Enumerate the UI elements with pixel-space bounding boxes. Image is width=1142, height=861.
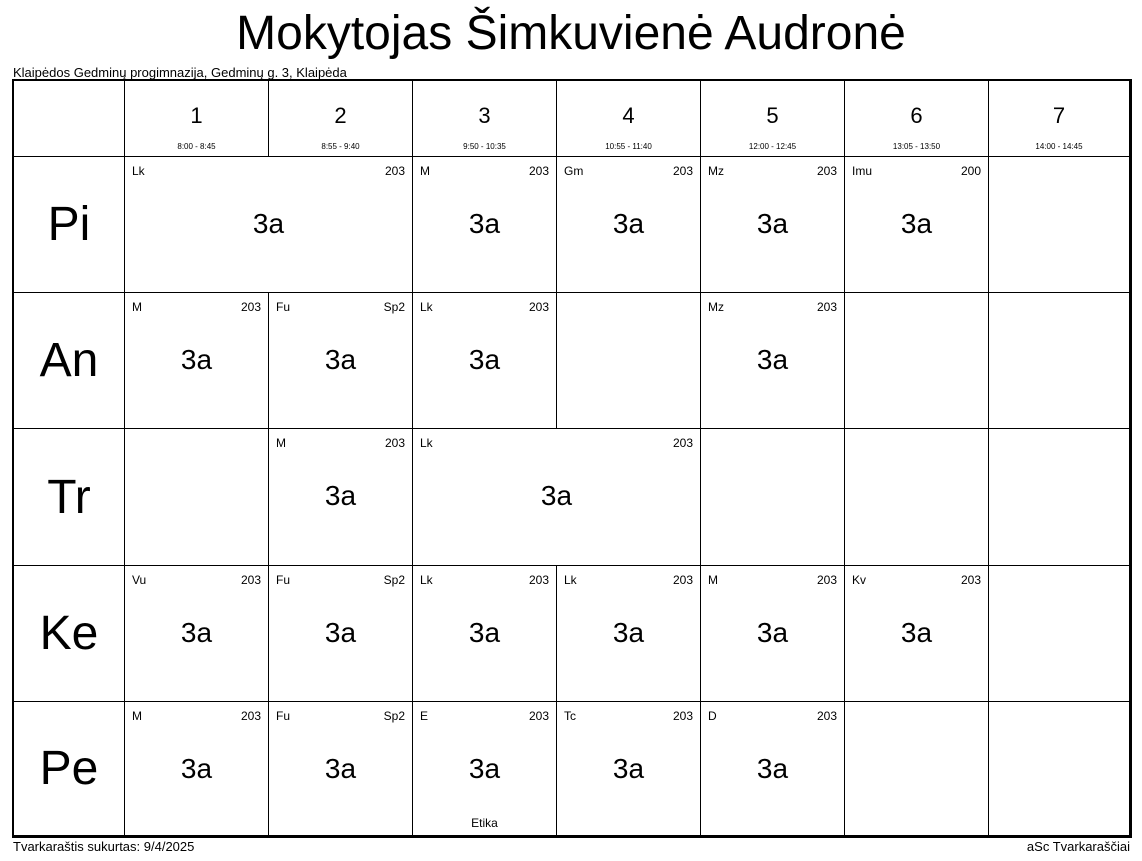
empty-cell	[989, 566, 1130, 702]
lesson-cell	[413, 566, 557, 702]
lesson-room: 203	[672, 573, 693, 587]
lesson-cell	[125, 566, 269, 702]
lesson-cell	[269, 429, 413, 566]
period-time: 8:55 - 9:40	[321, 142, 360, 151]
lesson-subject: Kv	[852, 573, 867, 587]
lesson-room: 203	[528, 164, 549, 178]
lesson-class: 3a	[468, 617, 501, 648]
lesson-cell	[557, 157, 701, 293]
lesson-cell	[269, 566, 413, 702]
lesson-subject: M	[132, 300, 142, 314]
created-date: Tvarkaraštis sukurtas: 9/4/2025	[13, 839, 195, 854]
lesson-subject: E	[420, 709, 429, 723]
lesson-class: 3a	[180, 617, 213, 648]
lesson-room: 203	[816, 300, 837, 314]
lesson-subject: Tc	[564, 709, 576, 723]
brand-label: aSc Tvarkaraščiai	[1026, 839, 1130, 854]
lesson-cell	[413, 429, 701, 566]
lesson-cell	[701, 293, 845, 429]
lesson-cell	[125, 157, 413, 293]
lesson-room: 203	[960, 573, 981, 587]
lesson-cell	[557, 566, 701, 702]
period-number: 3	[478, 103, 491, 128]
lesson-cell	[845, 157, 989, 293]
lesson-room: 203	[240, 709, 261, 723]
lesson-cell	[125, 293, 269, 429]
period-time: 10:55 - 11:40	[605, 142, 652, 151]
lesson-room: 203	[528, 300, 549, 314]
lesson-class: 3a	[540, 480, 573, 511]
lesson-class: 3a	[468, 208, 501, 239]
lesson-class: 3a	[612, 753, 645, 784]
empty-cell	[701, 429, 845, 566]
lesson-subject: Imu	[852, 164, 873, 178]
period-number: 6	[910, 103, 923, 128]
lesson-room: 203	[816, 709, 837, 723]
lesson-room: 203	[240, 573, 261, 587]
day-label: Tr	[14, 429, 125, 566]
timetable-grid	[12, 79, 1132, 838]
lesson-subject: Gm	[564, 164, 584, 178]
lesson-room: 203	[816, 573, 837, 587]
lesson-cell	[701, 157, 845, 293]
period-header	[269, 81, 413, 157]
lesson-subject: M	[708, 573, 718, 587]
empty-cell	[989, 293, 1130, 429]
day-label: Pe	[14, 702, 125, 836]
lesson-room: Sp2	[383, 300, 405, 314]
lesson-class: 3a	[756, 344, 789, 375]
empty-cell	[989, 702, 1130, 836]
lesson-class: 3a	[612, 617, 645, 648]
page-title: Mokytojas Šimkuvienė Audronė	[236, 7, 906, 60]
day-label: An	[14, 293, 125, 429]
lesson-class: 3a	[180, 344, 213, 375]
lesson-cell	[413, 293, 557, 429]
lesson-subject: Vu	[132, 573, 147, 587]
lesson-subject: Lk	[132, 164, 145, 178]
period-time: 14:00 - 14:45	[1035, 142, 1083, 151]
lesson-class: 3a	[756, 617, 789, 648]
empty-cell	[845, 429, 989, 566]
lesson-subject: Fu	[276, 300, 291, 314]
lesson-subject: Fu	[276, 709, 291, 723]
lesson-class: 3a	[756, 208, 789, 239]
lesson-subject: Lk	[420, 573, 433, 587]
school-address: Klaipėdos Gedminų progimnazija, Gedminų g. 3, Klaipėda	[13, 65, 347, 80]
lesson-subject: Lk	[564, 573, 577, 587]
empty-cell	[557, 293, 701, 429]
lesson-cell	[701, 702, 845, 836]
lesson-room: 200	[960, 164, 981, 178]
period-number: 1	[190, 103, 203, 128]
lesson-room: Sp2	[383, 709, 405, 723]
lesson-cell	[845, 566, 989, 702]
empty-cell	[989, 429, 1130, 566]
lesson-class: 3a	[900, 208, 933, 239]
lesson-cell	[269, 702, 413, 836]
period-time: 13:05 - 13:50	[892, 142, 941, 151]
lesson-class: 3a	[324, 480, 357, 511]
lesson-subject: M	[132, 709, 142, 723]
lesson-class: 3a	[252, 208, 285, 239]
empty-cell	[989, 157, 1130, 293]
empty-cell	[845, 702, 989, 836]
lesson-cell	[413, 157, 557, 293]
lesson-class: 3a	[324, 753, 357, 784]
day-label: Ke	[14, 566, 125, 702]
lesson-class: 3a	[612, 208, 645, 239]
period-header	[989, 81, 1130, 157]
lesson-room: 203	[528, 709, 549, 723]
lesson-subject: Mz	[708, 300, 724, 314]
day-label: Pi	[14, 157, 125, 293]
lesson-room: 203	[384, 436, 405, 450]
empty-cell	[125, 429, 269, 566]
period-header	[125, 81, 269, 157]
lesson-class: 3a	[900, 617, 933, 648]
lesson-cell	[125, 702, 269, 836]
lesson-room: 203	[240, 300, 261, 314]
lesson-cell	[269, 293, 413, 429]
lesson-class: 3a	[468, 753, 501, 784]
lesson-room: Sp2	[383, 573, 405, 587]
lesson-room: 203	[672, 709, 693, 723]
lesson-class: 3a	[756, 753, 789, 784]
lesson-cell	[557, 702, 701, 836]
lesson-cell	[701, 566, 845, 702]
lesson-subject: Lk	[420, 436, 433, 450]
lesson-note: Etika	[471, 816, 498, 830]
period-time: 12:00 - 12:45	[748, 142, 797, 151]
lesson-subject: D	[708, 709, 717, 723]
period-time: 9:50 - 10:35	[463, 142, 506, 151]
lesson-room: 203	[384, 164, 405, 178]
lesson-class: 3a	[324, 344, 357, 375]
period-number: 4	[622, 103, 635, 128]
period-time: 8:00 - 8:45	[177, 142, 216, 151]
period-number: 5	[766, 103, 779, 128]
corner-cell	[14, 81, 125, 157]
period-header	[701, 81, 845, 157]
lesson-subject: Lk	[420, 300, 433, 314]
lesson-cell	[413, 702, 557, 836]
period-number: 2	[334, 103, 347, 128]
lesson-room: 203	[816, 164, 837, 178]
lesson-subject: Fu	[276, 573, 291, 587]
lesson-subject: M	[276, 436, 286, 450]
lesson-subject: M	[420, 164, 430, 178]
period-header	[557, 81, 701, 157]
lesson-room: 203	[672, 164, 693, 178]
empty-cell	[845, 293, 989, 429]
period-number: 7	[1052, 103, 1066, 128]
period-header	[413, 81, 557, 157]
lesson-subject: Mz	[708, 164, 724, 178]
lesson-class: 3a	[468, 344, 501, 375]
lesson-class: 3a	[180, 753, 213, 784]
lesson-room: 203	[672, 436, 693, 450]
lesson-room: 203	[528, 573, 549, 587]
period-header	[845, 81, 989, 157]
lesson-class: 3a	[324, 617, 357, 648]
